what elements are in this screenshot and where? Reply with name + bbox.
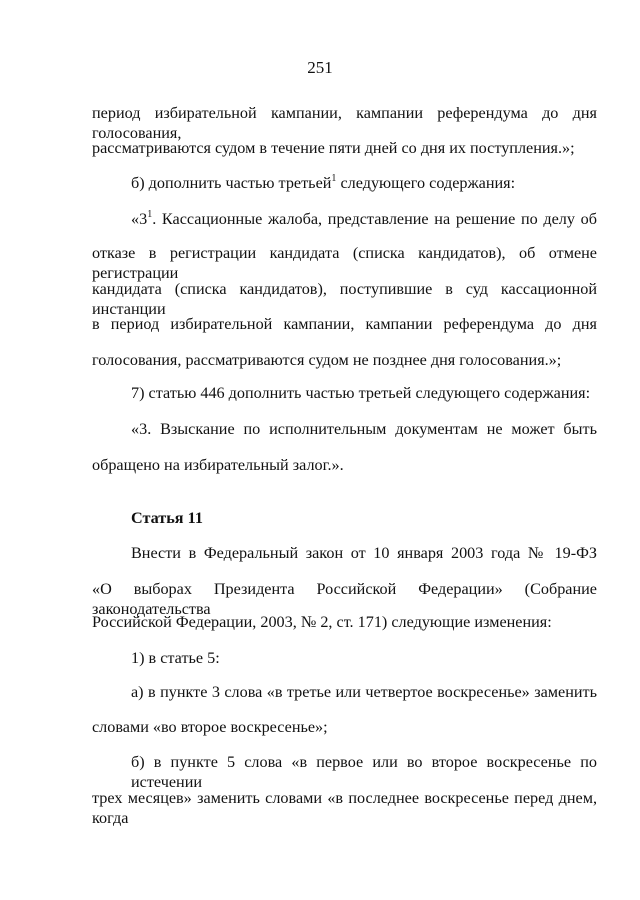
text-fragment: «3: [131, 210, 148, 228]
text-line: в период избирательной кампании, кампании референдума до дня: [92, 315, 597, 333]
text-fragment: следующего содержания:: [336, 174, 516, 192]
text-line: б) в пункте 5 слова «в первое или во второе воскресенье по истечении: [131, 753, 597, 791]
text-line: [131, 173, 515, 193]
text-line: словами «во второе воскресенье»;: [92, 718, 328, 736]
text-line: отказе в регистрации кандидата (списка кандидатов), об отмене регистрации: [92, 244, 597, 282]
article-heading: Статья 11: [131, 509, 203, 527]
text-line: Внести в Федеральный закон от 10 января 2003 года № 19-ФЗ: [131, 544, 597, 562]
text-line: «3. Взыскание по исполнительным документам не может быть: [131, 420, 597, 438]
text-line: кандидата (списка кандидатов), поступившие в суд кассационной инстанции: [92, 280, 597, 318]
text-line: трех месяцев» заменить словами «в последнее воскресенье перед днем, когда: [92, 789, 597, 827]
text-line-justified: [131, 209, 597, 229]
text-line: Российской Федерации, 2003, № 2, ст. 171) следующие изменения:: [92, 613, 552, 631]
text-fragment: б) дополнить частью третьей: [131, 174, 332, 192]
text-line: а) в пункте 3 слова «в третье или четвертое воскресенье» заменить: [131, 683, 597, 701]
text-line: [131, 209, 597, 229]
superscript: 1: [331, 172, 337, 184]
text-fragment: . Кассационные жалоба, представление на решение по делу об: [152, 210, 597, 228]
text-line: период избирательной кампании, кампании референдума до дня голосования,: [92, 104, 597, 142]
text-line: «О выборах Президента Российской Федерации» (Собрание законодательства: [92, 580, 597, 618]
text-line: голосования, рассматриваются судом не позднее дня голосования.»;: [92, 351, 562, 369]
superscript: 1: [147, 208, 153, 220]
text-line: 1) в статье 5:: [131, 649, 220, 667]
text-line: 7) статью 446 дополнить частью третьей следующего содержания:: [131, 384, 591, 402]
text-line: обращено на избирательный залог.».: [92, 456, 344, 474]
text-line: рассматриваются судом в течение пяти дней со дня их поступления.»;: [92, 139, 575, 157]
page-number: 251: [307, 58, 333, 77]
